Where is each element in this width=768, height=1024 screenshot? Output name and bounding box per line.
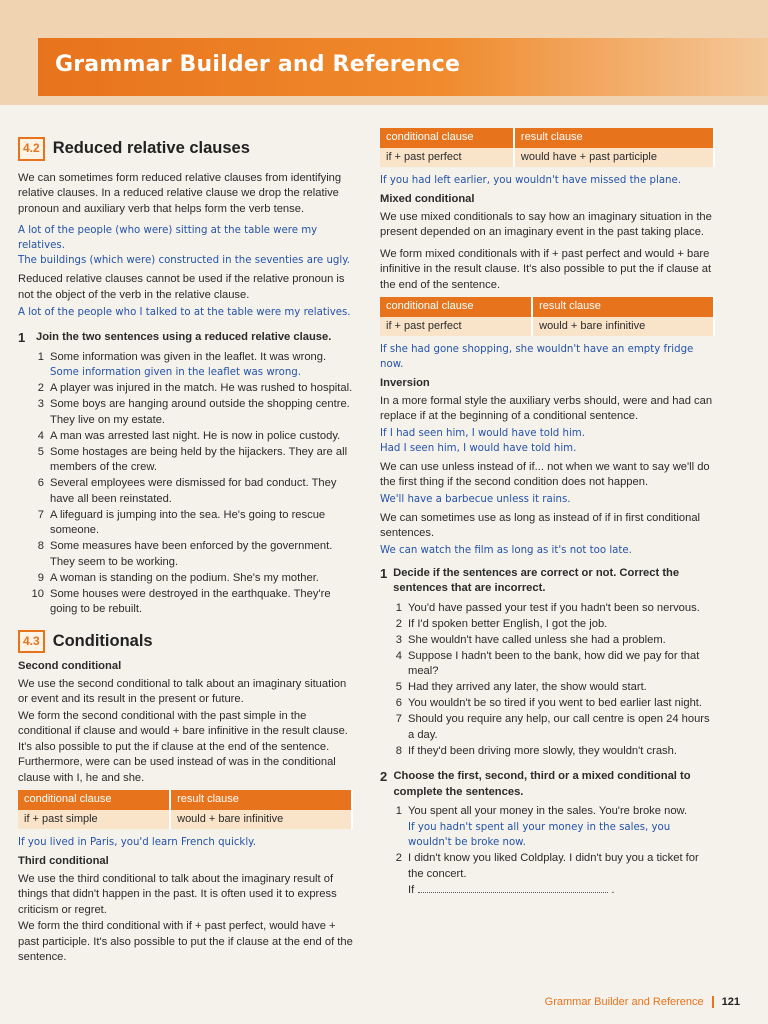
item-number: 5 — [37, 445, 44, 458]
paragraph: We form mixed conditionals with if + past perfect and would + bare infinitive in the result clause. It's also possible to put the if clause at the end of the sentence. — [380, 247, 712, 291]
paragraph: In a more formal style the auxiliary verbs should, were and had can replace if at the beginning of a conditional sentence. — [380, 394, 713, 422]
list-item — [380, 696, 715, 712]
handwritten-example: If you lived in Paris, you'd learn French quickly. — [18, 837, 256, 848]
handwritten-example: The buildings (which were) constructed in the seventies are ugly. — [18, 255, 351, 266]
list-item — [22, 381, 353, 397]
item-number: 4 — [395, 649, 402, 662]
exercise-instruction: Choose the first, second, third or a mixed conditional to complete the sentences. — [393, 770, 691, 798]
exercise-instruction: Decide if the sentences are correct or not. Correct the sentences that are incorrect. — [393, 566, 680, 594]
item-text: Should you require any help, our call centre is open 24 hours a day. — [408, 713, 710, 741]
table-cell: if + past perfect — [380, 317, 532, 337]
table-header: result clause — [514, 128, 714, 148]
list-item — [380, 804, 715, 851]
handwritten-example: If you had left earlier, you wouldn't have missed the plane. — [380, 175, 682, 186]
item-text: Suppose I hadn't been to the bank, how did we pay for that meal? — [408, 649, 700, 677]
handwritten-example: A lot of the people who I talked to at the table were my relatives. — [18, 307, 351, 318]
item-number: 6 — [37, 477, 44, 489]
handwritten-answer: If you hadn't spent all your money in the sales, you wouldn't be broke now. — [408, 821, 671, 848]
exercise-number: 2 — [380, 769, 388, 784]
item-text: A woman is standing on the podium. She's my mother. — [50, 571, 319, 584]
right-column — [380, 128, 715, 899]
handwritten-example: We'll have a barbecue unless it rains. — [380, 493, 571, 505]
grammar-table — [380, 297, 715, 336]
list-item — [22, 539, 353, 570]
grammar-table — [380, 128, 715, 167]
item-number: 1 — [37, 350, 44, 363]
footer-label: Grammar Builder and Reference — [544, 996, 704, 1008]
list-item — [380, 601, 715, 617]
item-text: You'd have passed your test if you hadn't been so nervous. — [408, 601, 700, 614]
exercise-number: 1 — [380, 565, 388, 581]
left-column — [18, 137, 353, 972]
subheading: Mixed conditional — [380, 193, 475, 205]
paragraph: We use the third conditional to talk about the imaginary result of things that didn't happen in the past. It is often used it to express criticism or regret. — [18, 872, 337, 916]
item-number: 9 — [37, 571, 44, 584]
paragraph: We form the third conditional with if + past perfect, would have + past participle. It's also possible to put the if clause at the end of the sentence. — [18, 920, 353, 963]
list-item — [380, 649, 715, 680]
item-number: 10 — [31, 587, 44, 600]
list-item — [22, 445, 353, 476]
exercise-list — [22, 350, 353, 618]
item-text: A man was arrested last night. He is now in police custody. — [50, 429, 341, 442]
section-number-badge: 4.3 — [18, 630, 45, 654]
item-number: 7 — [37, 508, 44, 521]
item-text: Some hostages are being held by the hijackers. They are all members of the crew. — [50, 445, 348, 473]
handwritten-answer: Some information given in the leaflet was wrong. — [50, 367, 302, 378]
handwritten-example: If I had seen him, I would have told him. — [380, 427, 585, 439]
page-header — [0, 0, 768, 105]
paragraph: We can use unless instead of if... not when we want to say we'll do the first thing if the second condition does not happen. — [380, 460, 710, 488]
list-item — [22, 429, 353, 445]
exercise-heading — [18, 330, 353, 346]
item-text: I didn't know you liked Coldplay. I didn't buy you a ticket for the concert. — [408, 852, 699, 880]
list-item — [22, 397, 353, 428]
section-title: Reduced relative clauses — [52, 139, 250, 157]
table-header: conditional clause — [380, 128, 514, 148]
paragraph: We use the second conditional to talk about an imaginary situation or event and its result in the present or future. — [18, 677, 347, 705]
item-number: 2 — [395, 852, 402, 864]
item-text: Some houses were destroyed in the earthquake. They're going to be rebuilt. — [50, 587, 331, 615]
paragraph: We can sometimes use as long as instead of if in first conditional sentences. — [380, 511, 701, 539]
table-header: conditional clause — [380, 297, 532, 317]
page-title: Grammar Builder and Reference — [55, 52, 461, 77]
exercise-list — [380, 804, 715, 899]
item-number: 6 — [395, 697, 402, 709]
item-text: If they'd been driving more slowly, they wouldn't crash. — [408, 744, 677, 757]
item-text: Some boys are hanging around outside the shopping centre. They live on my estate. — [50, 398, 350, 426]
item-number: 2 — [37, 382, 44, 394]
section-title: Conditionals — [52, 631, 153, 650]
subheading: Inversion — [380, 377, 430, 389]
item-text: You wouldn't be so tired if you went to bed earlier last night. — [408, 697, 703, 709]
item-number: 5 — [395, 681, 402, 693]
section-4-3-heading — [18, 630, 353, 654]
item-number: 2 — [395, 617, 402, 630]
exercise-list — [380, 601, 715, 760]
item-number: 3 — [395, 633, 402, 646]
table-cell: would have + past participle — [514, 148, 714, 168]
section-4-2-heading — [18, 137, 353, 161]
table-cell: if + past simple — [18, 810, 170, 830]
list-item — [22, 587, 353, 618]
handwritten-example: We can watch the film as long as it's not too late. — [380, 544, 632, 556]
section-number-badge: 4.2 — [18, 137, 45, 161]
handwritten-example: If she had gone shopping, she wouldn't have an empty fridge now. — [380, 344, 694, 370]
paragraph: Reduced relative clauses cannot be used if the relative pronoun is not the object of the verb in the relative clause. — [18, 273, 345, 301]
item-number: 7 — [395, 713, 402, 725]
table-cell: would + bare infinitive — [170, 810, 352, 830]
exercise-instruction: Join the two sentences using a reduced relative clause. — [36, 331, 332, 343]
list-item — [380, 680, 715, 696]
item-text: If I'd spoken better English, I got the job. — [408, 617, 608, 630]
paragraph: We can sometimes form reduced relative clauses from identifying relative clauses. In a reduced relative clause we drop the relative pronoun and auxiliary verb that helps form the verb tense. — [18, 171, 342, 215]
exercise-heading — [380, 769, 715, 800]
item-number: 1 — [395, 601, 402, 614]
item-text: A lifeguard is jumping into the sea. He's going to rescue someone. — [50, 508, 326, 536]
item-text: She wouldn't have called unless she had a problem. — [408, 633, 666, 646]
table-header: result clause — [170, 790, 352, 810]
item-text: Several employees were dismissed for bad conduct. They have all been reinstated. — [50, 477, 337, 505]
item-text: Some information was given in the leaflet. It was wrong. — [50, 350, 327, 363]
table-cell: would + bare infinitive — [532, 317, 714, 337]
paragraph: We form the second conditional with the past simple in the conditional if clause and would + bare infinitive in the result clause. It's also possible to put the if clause at the end of the sentence. Furthermore, were can be used instead of was in the conditional clause with I, he and she. — [18, 709, 348, 784]
page-number: 121 — [712, 996, 740, 1008]
exercise-number: 1 — [18, 330, 26, 345]
subheading: Third conditional — [18, 855, 109, 867]
table-header: result clause — [532, 297, 714, 317]
list-item — [22, 571, 353, 587]
item-text: Some measures have been enforced by the government. They seem to be working. — [50, 540, 333, 568]
answer-prefix: If — [408, 884, 415, 896]
list-item — [380, 712, 715, 743]
list-item — [22, 350, 353, 381]
item-number: 4 — [37, 429, 44, 442]
table-header: conditional clause — [18, 790, 170, 810]
handwritten-example: Had I seen him, I would have told him. — [380, 442, 577, 454]
subheading: Second conditional — [18, 660, 122, 672]
table-cell: if + past perfect — [380, 148, 514, 168]
page-footer — [545, 996, 740, 1008]
item-number: 3 — [37, 398, 44, 410]
list-item: 2 I didn't know you liked Coldplay. I didn't buy you a ticket for the concert. If . — [380, 851, 715, 899]
item-text: You spent all your money in the sales. You're broke now. — [408, 805, 688, 817]
item-number: 1 — [395, 805, 402, 817]
list-item — [380, 633, 715, 649]
list-item — [22, 476, 353, 507]
grammar-table — [18, 790, 353, 829]
item-number: 8 — [395, 744, 402, 757]
list-item — [380, 744, 715, 760]
answer-blank[interactable] — [418, 882, 608, 893]
paragraph: We use mixed conditionals to say how an imaginary situation in the present depended on an imaginary event in the past taking place. — [380, 210, 712, 238]
list-item — [22, 508, 353, 539]
handwritten-example: A lot of the people (who were) sitting at the table were my relatives. — [18, 225, 318, 251]
item-number: 8 — [37, 540, 44, 552]
exercise-heading — [380, 566, 715, 597]
item-text: Had they arrived any later, the show would start. — [408, 681, 647, 693]
item-text: A player was injured in the match. He was rushed to hospital. — [50, 382, 353, 394]
list-item — [380, 617, 715, 633]
